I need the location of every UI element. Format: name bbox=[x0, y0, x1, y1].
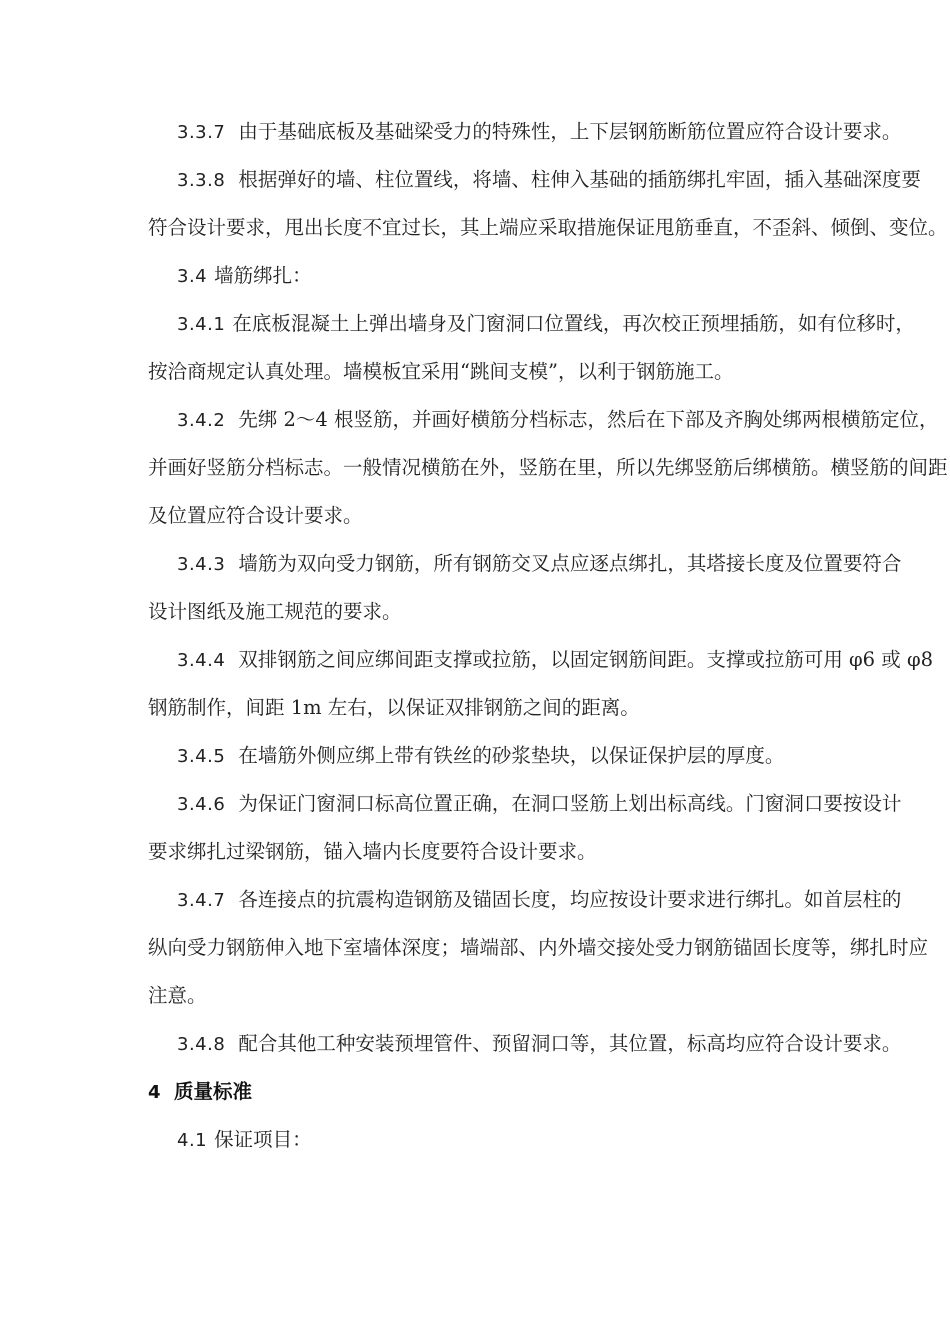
clause-text: 符合设计要求，甩出长度不宜过长，其上端应采取措施保证甩筋垂直，不歪斜、倾倒、变位。 bbox=[148, 216, 948, 239]
section-title: 质量标准 bbox=[174, 1080, 253, 1103]
document-body bbox=[148, 108, 948, 1164]
clause-text: 由于基础底板及基础梁受力的特殊性，上下层钢筋断筋位置应符合设计要求。 bbox=[238, 120, 902, 143]
paragraph-line bbox=[148, 1020, 902, 1068]
clause-number: 3.4.7 bbox=[177, 890, 226, 911]
paragraph-line bbox=[148, 444, 948, 492]
paragraph-line bbox=[148, 1116, 806, 1164]
clause-text: 纵向受力钢筋伸入地下室墙体深度；墙端部、内外墙交接处受力钢筋锚固长度等，绑扎时应 bbox=[148, 936, 929, 959]
clause-text: 及位置应符合设计要求。 bbox=[148, 504, 363, 527]
paragraph-line bbox=[148, 204, 948, 252]
clause-text: 在底板混凝土上弹出墙身及门窗洞口位置线，再次校正预埋插筋，如有位移时， bbox=[232, 312, 915, 335]
clause-number: 3.4 bbox=[177, 266, 208, 287]
clause-text: 墙筋为双向受力钢筋，所有钢筋交叉点应逐点绑扎，其塔接长度及位置要符合 bbox=[238, 552, 902, 575]
clause-text: 注意。 bbox=[148, 984, 207, 1007]
clause-text: 为保证门窗洞口标高位置正确，在洞口竖筋上划出标高线。门窗洞口要按设计 bbox=[238, 792, 902, 815]
clause-text: 各连接点的抗震构造钢筋及锚固长度，均应按设计要求进行绑扎。如首层柱的 bbox=[238, 888, 902, 911]
paragraph-line bbox=[148, 780, 902, 828]
clause-text: 设计图纸及施工规范的要求。 bbox=[148, 600, 402, 623]
section-heading bbox=[148, 1068, 806, 1116]
paragraph-line bbox=[148, 732, 806, 780]
clause-number: 3.4.8 bbox=[177, 1034, 226, 1055]
paragraph-line bbox=[148, 972, 806, 1020]
clause-text: 保证项目： bbox=[214, 1128, 312, 1151]
clause-text: 配合其他工种安装预埋管件、预留洞口等，其位置，标高均应符合设计要求。 bbox=[238, 1032, 902, 1055]
paragraph-line bbox=[148, 636, 934, 684]
paragraph-line bbox=[148, 588, 806, 636]
clause-number: 3.4.5 bbox=[177, 746, 226, 767]
clause-number: 3.4.1 bbox=[177, 314, 226, 335]
paragraph-line bbox=[148, 396, 939, 444]
paragraph-line bbox=[148, 108, 902, 156]
paragraph-line bbox=[148, 684, 806, 732]
paragraph-line bbox=[148, 540, 902, 588]
clause-number: 3.4.2 bbox=[177, 410, 226, 431]
clause-text: 并画好竖筋分档标志。一般情况横筋在外，竖筋在里，所以先绑竖筋后绑横筋。横竖筋的间距 bbox=[148, 456, 948, 479]
section-number: 4 bbox=[148, 1082, 162, 1103]
paragraph-line bbox=[148, 492, 806, 540]
paragraph-line bbox=[148, 828, 806, 876]
paragraph-line bbox=[148, 348, 806, 396]
paragraph-line bbox=[148, 300, 915, 348]
clause-number: 4.1 bbox=[177, 1130, 208, 1151]
paragraph-line bbox=[148, 156, 921, 204]
clause-number: 3.4.6 bbox=[177, 794, 226, 815]
paragraph-line bbox=[148, 924, 929, 972]
clause-number: 3.3.8 bbox=[177, 170, 226, 191]
clause-number: 3.3.7 bbox=[177, 122, 226, 143]
clause-number: 3.4.3 bbox=[177, 554, 226, 575]
clause-text: 钢筋制作，间距 1m 左右，以保证双排钢筋之间的距离。 bbox=[148, 696, 640, 719]
paragraph-line bbox=[148, 876, 902, 924]
clause-text: 要求绑扎过梁钢筋，锚入墙内长度要符合设计要求。 bbox=[148, 840, 597, 863]
clause-text: 在墙筋外侧应绑上带有铁丝的砂浆垫块，以保证保护层的厚度。 bbox=[238, 744, 785, 767]
clause-number: 3.4.4 bbox=[177, 650, 226, 671]
clause-text: 先绑 2～4 根竖筋，并画好横筋分档标志，然后在下部及齐胸处绑两根横筋定位， bbox=[238, 408, 939, 431]
clause-text: 根据弹好的墙、柱位置线，将墙、柱伸入基础的插筋绑扎牢固，插入基础深度要 bbox=[238, 168, 921, 191]
clause-text: 按洽商规定认真处理。墙模板宜采用“跳间支模”，以利于钢筋施工。 bbox=[148, 360, 734, 383]
clause-text: 墙筋绑扎： bbox=[214, 264, 312, 287]
clause-text: 双排钢筋之间应绑间距支撑或拉筋，以固定钢筋间距。支撑或拉筋可用 φ6 或 φ8 bbox=[238, 648, 934, 671]
paragraph-line bbox=[148, 252, 806, 300]
